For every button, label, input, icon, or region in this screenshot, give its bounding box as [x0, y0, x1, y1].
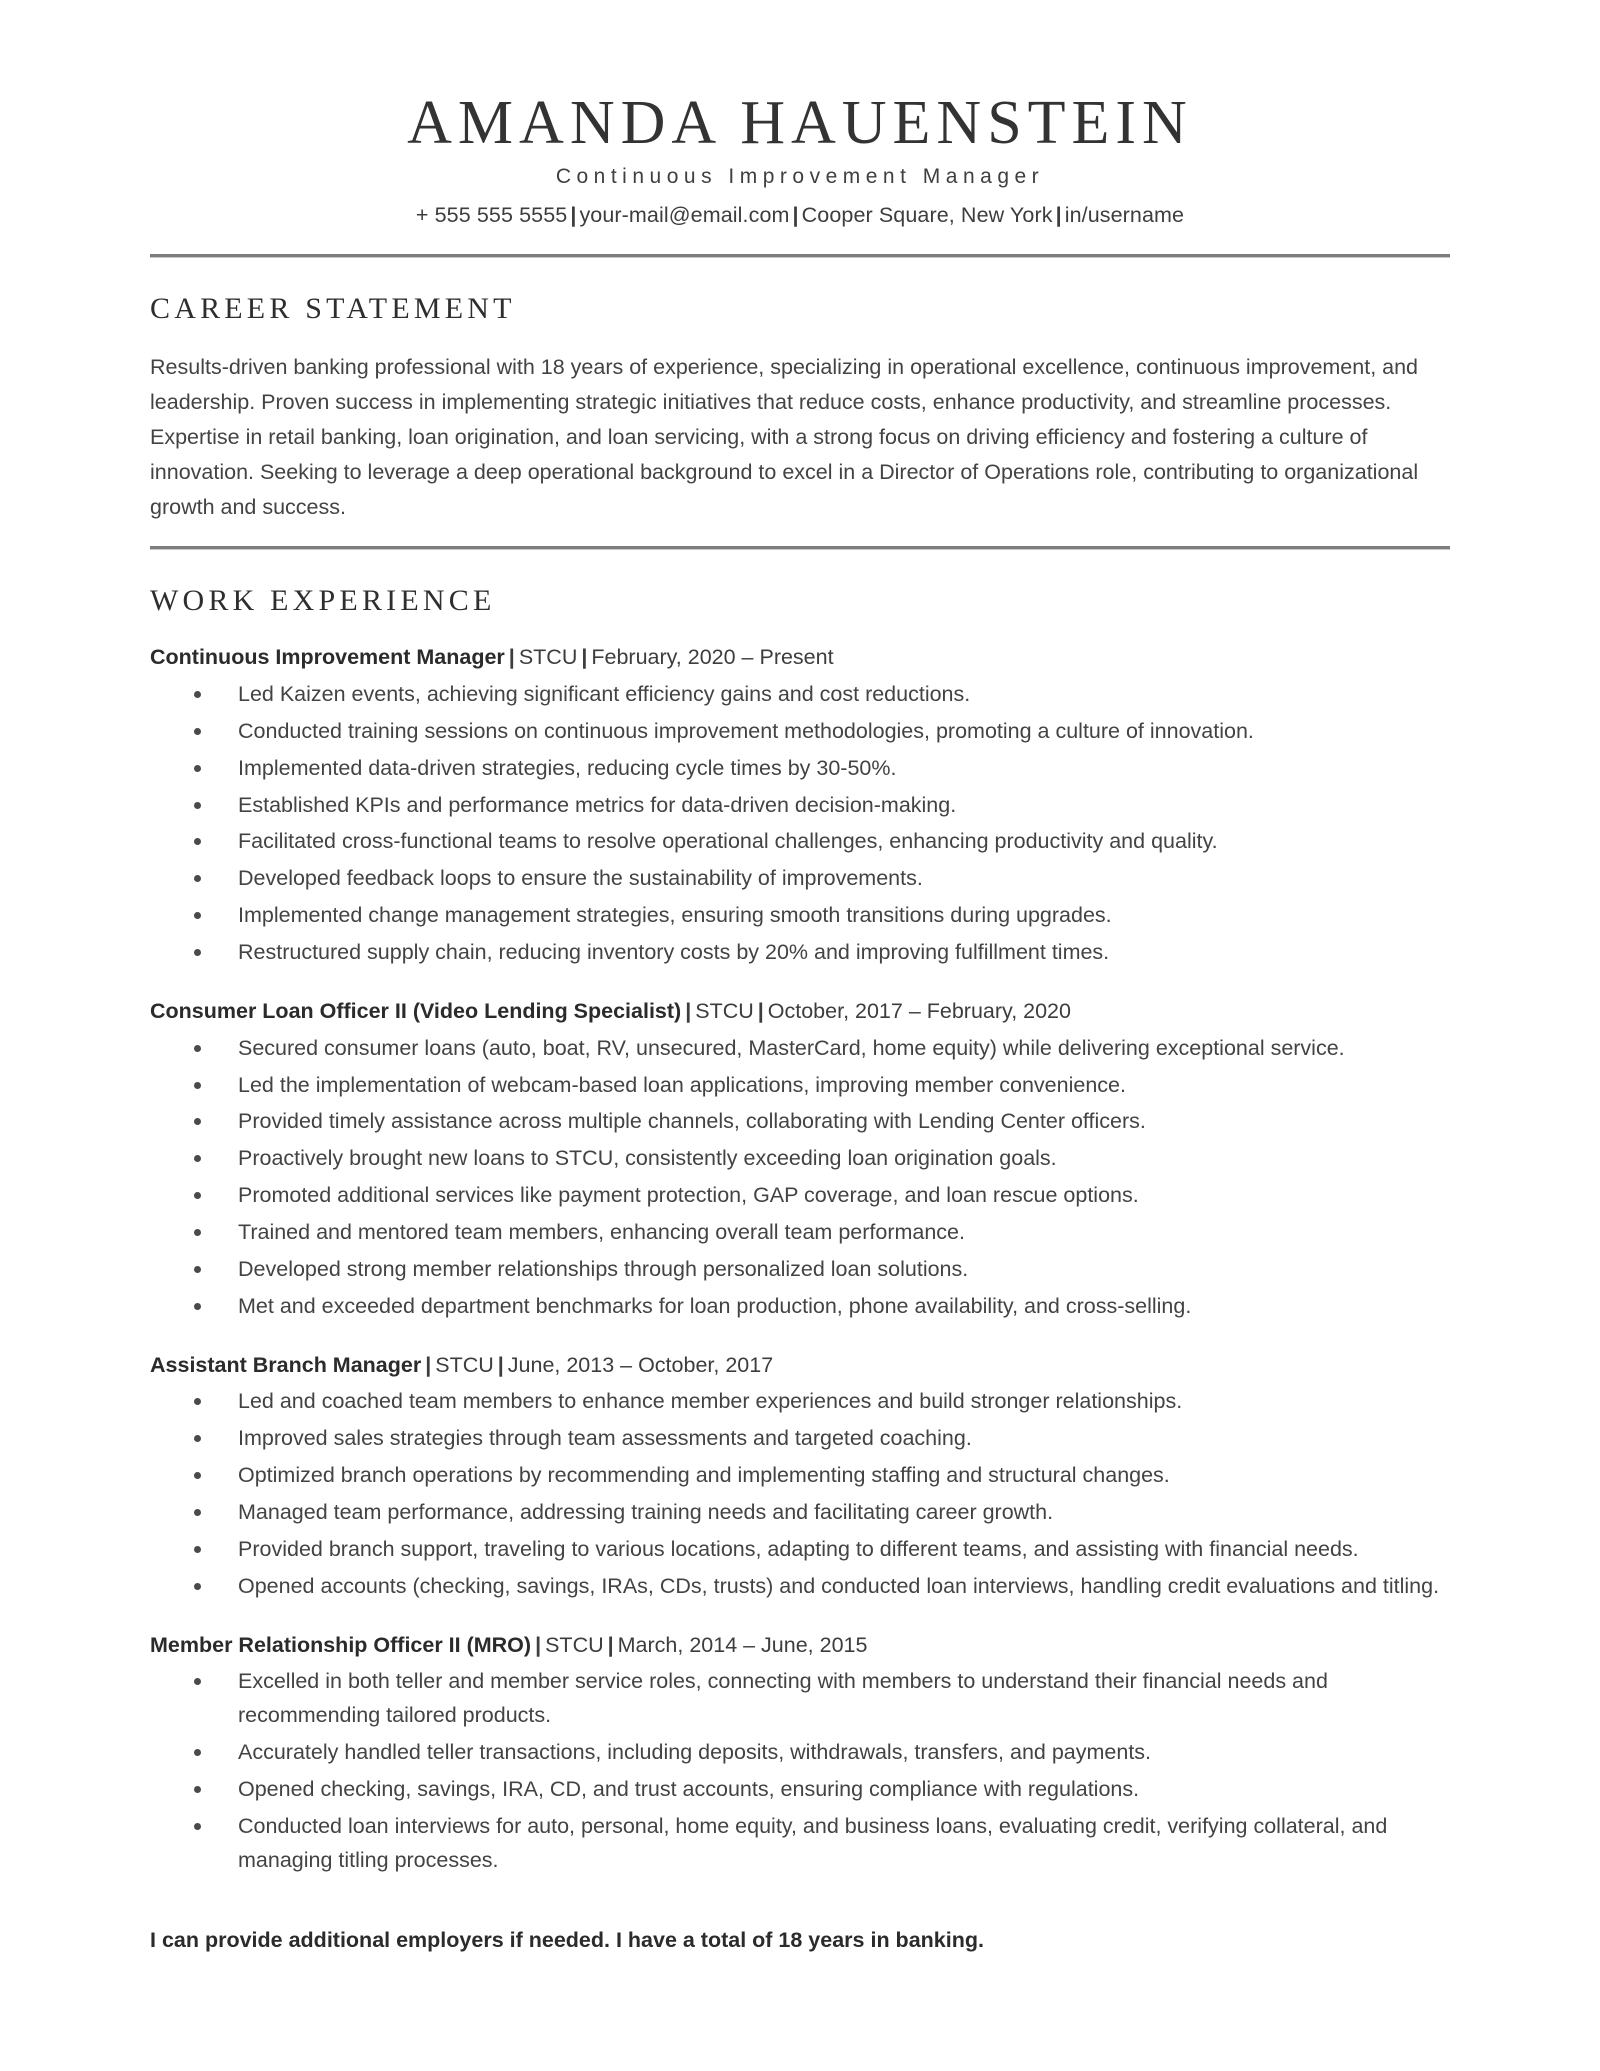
job-header: [150, 642, 1450, 673]
job-dates: June, 2013 – October, 2017: [507, 1353, 774, 1378]
job-separator: |: [535, 1633, 542, 1658]
list-item: Accurately handled teller transactions, including deposits, withdrawals, transfers, and payments.: [150, 1736, 1450, 1770]
job-header: [150, 996, 1450, 1027]
job-separator: |: [581, 645, 588, 670]
contact-location: Cooper Square, New York: [801, 203, 1053, 228]
list-item: Led Kaizen events, achieving significant efficiency gains and cost reductions.: [150, 678, 1450, 712]
job-company: STCU: [545, 1633, 604, 1658]
list-item: Improved sales strategies through team assessments and targeted coaching.: [150, 1422, 1450, 1456]
job-separator: |: [757, 999, 764, 1024]
job-bullet-list: [150, 1385, 1450, 1604]
candidate-job-title: Continuous Improvement Manager: [555, 165, 1045, 189]
contact-phone: + 555 555 5555: [415, 203, 568, 228]
job-entry: [150, 1630, 1450, 1878]
contact-separator: |: [570, 203, 577, 228]
job-title: Member Relationship Officer II (MRO): [150, 1633, 532, 1658]
section-title-career-statement: CAREER STATEMENT: [150, 292, 516, 326]
job-separator: |: [425, 1353, 432, 1378]
job-separator: |: [508, 645, 515, 670]
list-item: Opened accounts (checking, savings, IRAs, CDs, trusts) and conducted loan interviews, handling credit evaluations and titling.: [150, 1570, 1450, 1604]
job-company: STCU: [435, 1353, 494, 1378]
header-divider: [150, 254, 1450, 258]
list-item: Conducted training sessions on continuous improvement methodologies, promoting a culture of innovation.: [150, 715, 1450, 749]
job-company: STCU: [518, 645, 578, 670]
career-statement-body: Results-driven banking professional with 18 years of experience, specializing in operational excellence, continuous improvement, and leadership. Proven success in implementing strategic initiatives that reduce costs, enhance productivity, and streamline processes. Expertise in retail banking, loan origination, and loan servicing, with a strong focus on driving efficiency and fostering a culture of innovation. Seeking to leverage a deep operational background to excel in a Director of Operations role, contributing to organizational growth and success.: [150, 355, 1419, 519]
contact-line: [150, 203, 1450, 228]
job-title: Consumer Loan Officer II (Video Lending Specialist): [150, 999, 682, 1024]
contact-separator: |: [1055, 203, 1062, 228]
job-header: [150, 1630, 1450, 1661]
candidate-name: AMANDA HAUENSTEIN: [407, 89, 1193, 157]
list-item: Provided timely assistance across multiple channels, collaborating with Lending Center officers.: [150, 1105, 1450, 1139]
list-item: Opened checking, savings, IRA, CD, and trust accounts, ensuring compliance with regulations.: [150, 1773, 1450, 1807]
list-item: Met and exceeded department benchmarks for loan production, phone availability, and cross-selling.: [150, 1290, 1450, 1324]
job-entry: [150, 996, 1450, 1324]
job-header: [150, 1350, 1450, 1381]
resume-header: [150, 88, 1450, 228]
list-item: Developed feedback loops to ensure the sustainability of improvements.: [150, 862, 1450, 896]
career-statement-divider: [150, 546, 1450, 550]
list-item: Implemented change management strategies, ensuring smooth transitions during upgrades.: [150, 899, 1450, 933]
list-item: Provided branch support, traveling to various locations, adapting to different teams, and assisting with financial needs.: [150, 1533, 1450, 1567]
list-item: Optimized branch operations by recommending and implementing staffing and structural changes.: [150, 1459, 1450, 1493]
job-title: Continuous Improvement Manager: [150, 645, 505, 670]
list-item: Led and coached team members to enhance member experiences and build stronger relationships.: [150, 1385, 1450, 1419]
list-item: Secured consumer loans (auto, boat, RV, unsecured, MasterCard, home equity) while delivering exceptional service.: [150, 1032, 1450, 1066]
list-item: Led the implementation of webcam-based loan applications, improving member convenience.: [150, 1069, 1450, 1103]
work-experience-list: [150, 642, 1450, 1878]
section-title-work-experience: WORK EXPERIENCE: [150, 584, 496, 618]
closing-note: I can provide additional employers if needed. I have a total of 18 years in banking.: [150, 1928, 984, 1953]
job-separator: |: [497, 1353, 504, 1378]
contact-separator: |: [792, 203, 799, 228]
job-bullet-list: [150, 1032, 1450, 1325]
list-item: Developed strong member relationships through personalized loan solutions.: [150, 1253, 1450, 1287]
job-dates: October, 2017 – February, 2020: [767, 999, 1071, 1024]
list-item: Restructured supply chain, reducing inventory costs by 20% and improving fulfillment times.: [150, 936, 1450, 970]
contact-linkedin[interactable]: in/username: [1064, 203, 1185, 228]
job-entry: [150, 642, 1450, 970]
list-item: Promoted additional services like payment protection, GAP coverage, and loan rescue options.: [150, 1179, 1450, 1213]
job-separator: |: [607, 1633, 614, 1658]
list-item: Proactively brought new loans to STCU, consistently exceeding loan origination goals.: [150, 1142, 1450, 1176]
job-separator: |: [685, 999, 692, 1024]
list-item: Facilitated cross-functional teams to resolve operational challenges, enhancing productivity and quality.: [150, 825, 1450, 859]
job-bullet-list: [150, 678, 1450, 971]
job-bullet-list: [150, 1665, 1450, 1878]
list-item: Managed team performance, addressing training needs and facilitating career growth.: [150, 1496, 1450, 1530]
list-item: Conducted loan interviews for auto, personal, home equity, and business loans, evaluating credit, verifying collateral, and managing titling processes.: [150, 1810, 1450, 1878]
list-item: Excelled in both teller and member service roles, connecting with members to understand their financial needs and recommending tailored products.: [150, 1665, 1450, 1733]
job-dates: March, 2014 – June, 2015: [617, 1633, 868, 1658]
job-company: STCU: [695, 999, 754, 1024]
list-item: Implemented data-driven strategies, reducing cycle times by 30-50%.: [150, 752, 1450, 786]
job-dates: February, 2020 – Present: [591, 645, 834, 670]
list-item: Trained and mentored team members, enhancing overall team performance.: [150, 1216, 1450, 1250]
job-title: Assistant Branch Manager: [150, 1353, 422, 1378]
job-entry: [150, 1350, 1450, 1604]
contact-email[interactable]: your-mail@email.com: [579, 203, 790, 228]
list-item: Established KPIs and performance metrics for data-driven decision-making.: [150, 789, 1450, 823]
